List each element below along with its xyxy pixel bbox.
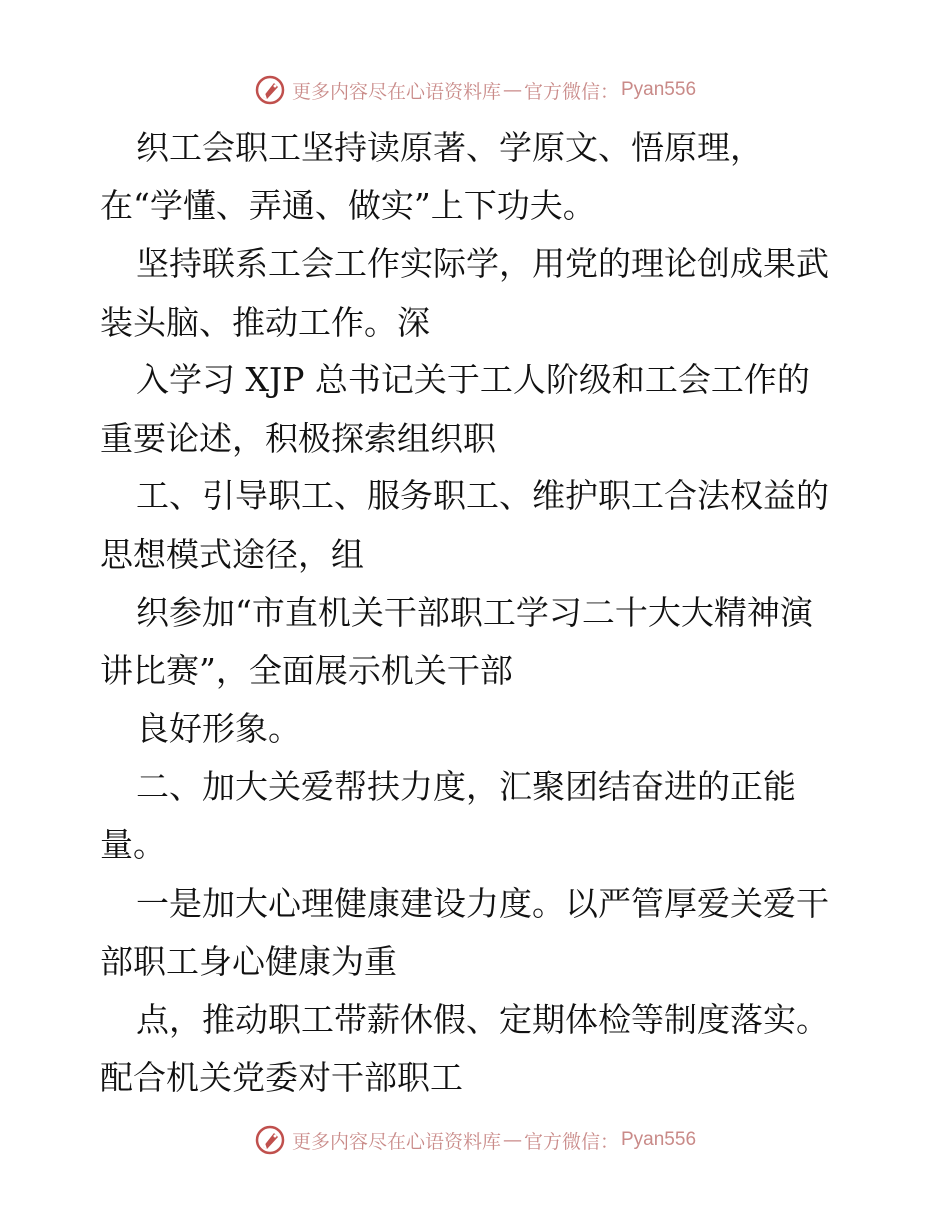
body-line: 坚持联系工会工作实际学，用党的理论创成果武 <box>136 244 829 283</box>
body-line: 二、加大关爱帮扶力度，汇聚团结奋进的正能 <box>136 767 796 806</box>
watermark-wechat-label: 官方微信： <box>523 80 619 103</box>
watermark-footer <box>0 1120 950 1160</box>
watermark-main-text: 更多内容尽在心语资料库 <box>291 1130 501 1153</box>
watermark-main-text: 更多内容尽在心语资料库 <box>291 80 501 103</box>
body-line: 在“学懂、弄通、做实”上下功夫。 <box>100 186 596 225</box>
body-line: 思想模式途径，组 <box>100 535 364 574</box>
body-line: 重要论述，积极探索组织职 <box>100 419 496 458</box>
body-line: 讲比赛”，全面展示机关干部 <box>100 651 513 690</box>
pen-nib-circle-icon <box>254 74 286 106</box>
watermark-wechat-label: 官方微信： <box>523 1130 619 1153</box>
body-line: 织参加“市直机关干部职工学习二十大大精神演 <box>136 593 813 632</box>
body-line: 配合机关党委对干部职工 <box>100 1058 463 1097</box>
pen-nib-circle-icon <box>254 1124 286 1156</box>
watermark-separator: — <box>502 1129 522 1151</box>
body-line: 点，推动职工带薪休假、定期体检等制度落实。 <box>136 1000 829 1039</box>
body-line: 入学习 XJP 总书记关于工人阶级和工会工作的 <box>136 360 810 399</box>
watermark-wechat-id: Pyan556 <box>621 1129 697 1150</box>
watermark-separator: — <box>502 79 522 101</box>
body-line: 一是加大心理健康建设力度。以严管厚爱关爱干 <box>136 884 829 923</box>
watermark-header <box>0 70 950 110</box>
body-line: 量。 <box>100 825 166 864</box>
body-line: 工、引导职工、服务职工、维护职工合法权益的 <box>136 476 829 515</box>
watermark-wechat-id: Pyan556 <box>621 79 697 100</box>
body-line: 部职工身心健康为重 <box>100 942 397 981</box>
body-line: 织工会职工坚持读原著、学原文、悟原理， <box>136 128 763 167</box>
body-line: 良好形象。 <box>136 709 301 748</box>
body-line: 装头脑、推动工作。深 <box>100 303 430 342</box>
